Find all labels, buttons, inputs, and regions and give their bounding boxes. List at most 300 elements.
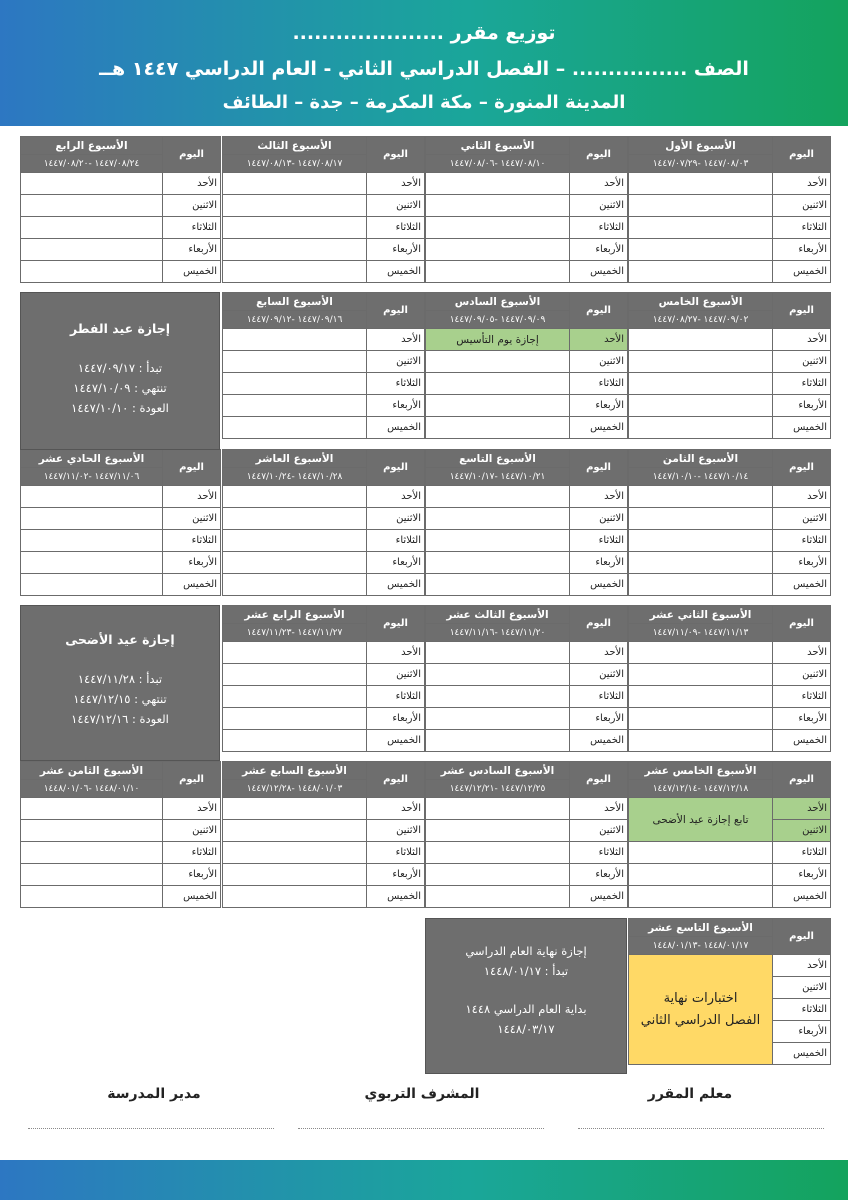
day-row [21,217,221,239]
day-label: الثلاثاء [163,842,221,864]
week-table [628,449,831,596]
lesson-cell[interactable] [629,329,773,351]
signature-line-principal [28,1128,274,1129]
lesson-cell[interactable] [223,173,367,195]
day-label: الثلاثاء [773,842,831,864]
day-row [223,642,425,664]
day-label: الاثنين [163,508,221,530]
week-title: الأسبوع الخامس عشر [629,762,773,780]
week-title: الأسبوع الثاني [426,137,570,155]
lesson-cell[interactable] [426,842,570,864]
day-label: الاثنين [773,820,831,842]
signature-teacher: معلم المقرر [647,1086,733,1102]
day-label: الثلاثاء [367,842,425,864]
day-column-header: اليوم [163,137,221,173]
day-label: الأحد [163,798,221,820]
day-row [426,373,628,395]
day-label: الثلاثاء [367,217,425,239]
day-row [629,864,831,886]
day-column-header: اليوم [773,137,831,173]
lesson-cell[interactable] [223,664,367,686]
day-row [426,886,628,908]
lesson-cell[interactable] [21,173,163,195]
lesson-cell[interactable] [629,552,773,574]
week-dates: ١٤٤٧/٠٩/١٦ -١٤٤٧/٠٩/١٢ [223,311,367,329]
lesson-cell[interactable] [223,730,367,752]
lesson-cell[interactable] [21,195,163,217]
week-title: الأسبوع الثالث [223,137,367,155]
day-column-header: اليوم [163,450,221,486]
week-title: الأسبوع التاسع [426,450,570,468]
lesson-cell[interactable] [21,864,163,886]
day-label: الاثنين [570,820,628,842]
day-column-header: اليوم [367,762,425,798]
day-row [629,708,831,730]
day-label: الأربعاء [773,395,831,417]
week-title: الأسبوع التاسع عشر [629,919,773,937]
day-label: الثلاثاء [367,373,425,395]
day-column-header: اليوم [773,450,831,486]
day-label: الثلاثاء [570,373,628,395]
day-row [629,173,831,195]
week-dates: ١٤٤٧/١٢/١٨ -١٤٤٧/١٢/١٤ [629,780,773,798]
day-label: الأحد [570,173,628,195]
lesson-cell[interactable] [21,530,163,552]
lesson-cell[interactable] [426,195,570,217]
week-dates: ١٤٤٨/٠١/١٠ -١٤٤٨/٠١/٠٦ [21,780,163,798]
week-title: الأسبوع السابع عشر [223,762,367,780]
lesson-cell[interactable] [629,351,773,373]
week-title: الأسبوع السابع [223,293,367,311]
day-label: الأربعاء [773,864,831,886]
page-header [0,0,848,126]
day-row [426,417,628,439]
lesson-cell[interactable] [223,530,367,552]
lesson-cell[interactable] [223,508,367,530]
lesson-cell[interactable] [426,864,570,886]
day-label: الاثنين [367,351,425,373]
lesson-cell[interactable] [629,373,773,395]
day-label: الأحد [367,173,425,195]
lesson-cell[interactable] [21,842,163,864]
day-row [426,686,628,708]
day-label: الخميس [773,1043,831,1065]
day-label: الاثنين [367,820,425,842]
day-row [223,351,425,373]
day-label: الخميس [367,261,425,283]
day-label: الأربعاء [570,239,628,261]
day-row [223,886,425,908]
day-row [223,195,425,217]
week-table [222,761,425,908]
day-row [223,508,425,530]
lesson-cell[interactable] [223,217,367,239]
day-label: الأحد [163,173,221,195]
week-table [628,605,831,752]
day-row [426,329,628,351]
week-table [628,292,831,439]
lesson-cell[interactable] [223,798,367,820]
week-title: الأسبوع الرابع عشر [223,606,367,624]
week-table [425,605,628,752]
eid-adha-box [20,605,220,761]
header-cities-line: المدينة المنورة – مكة المكرمة – جدة – الطائف [222,92,626,113]
day-row [426,261,628,283]
day-label: الأحد [773,486,831,508]
week-title: الأسبوع السادس عشر [426,762,570,780]
day-label: الأحد [570,329,628,351]
day-row [223,864,425,886]
day-label: الأحد [570,798,628,820]
lesson-cell[interactable] [426,552,570,574]
day-row [223,820,425,842]
week-title: الأسبوع الخامس [629,293,773,311]
week-title: الأسبوع الثامن عشر [21,762,163,780]
lesson-cell[interactable] [426,395,570,417]
day-label: الأربعاء [163,239,221,261]
day-row [426,351,628,373]
lesson-cell[interactable] [629,642,773,664]
week-table [425,292,628,439]
week-dates: ١٤٤٧/١٠/٢١ -١٤٤٧/١٠/١٧ [426,468,570,486]
day-label: الثلاثاء [570,686,628,708]
day-row [426,239,628,261]
day-label: الاثنين [367,195,425,217]
day-row [223,417,425,439]
lesson-cell[interactable] [21,508,163,530]
day-row [223,239,425,261]
day-row [629,730,831,752]
day-row [426,217,628,239]
day-label: الأربعاء [773,1021,831,1043]
day-row [629,239,831,261]
day-column-header: اليوم [773,762,831,798]
day-label: الأربعاء [570,552,628,574]
day-label: الاثنين [773,195,831,217]
day-row [223,261,425,283]
lesson-cell[interactable] [223,686,367,708]
day-label: الأحد [570,642,628,664]
day-column-header: اليوم [570,137,628,173]
day-label: الأربعاء [570,708,628,730]
day-label: الثلاثاء [773,530,831,552]
day-label: الأحد [570,486,628,508]
day-column-header: اليوم [570,606,628,642]
day-label: الخميس [773,417,831,439]
lesson-cell[interactable] [629,730,773,752]
lesson-cell[interactable] [629,664,773,686]
day-row [426,730,628,752]
lesson-cell[interactable] [629,508,773,530]
day-row [629,508,831,530]
week-dates: ١٤٤٧/١١/٠٦ -١٤٤٧/١١/٠٢ [21,468,163,486]
lesson-cell[interactable] [426,664,570,686]
lesson-cell[interactable] [21,574,163,596]
signature-line-teacher [578,1128,824,1129]
day-row [629,217,831,239]
day-label: الأربعاء [367,239,425,261]
day-row [629,664,831,686]
day-row [223,574,425,596]
week-title: الأسبوع الرابع [21,137,163,155]
lesson-cell[interactable] [223,239,367,261]
day-label: الاثنين [773,977,831,999]
lesson-cell[interactable] [426,530,570,552]
lesson-cell[interactable] [629,708,773,730]
day-label: الاثنين [163,820,221,842]
lesson-cell[interactable] [223,886,367,908]
week-title: الأسبوع العاشر [223,450,367,468]
day-column-header: اليوم [367,137,425,173]
week-dates: ١٤٤٧/٠٨/٠٣ -١٤٤٧/٠٧/٢٩ [629,155,773,173]
lesson-cell[interactable] [223,195,367,217]
day-row [21,261,221,283]
day-row [426,820,628,842]
day-label: الأربعاء [570,395,628,417]
day-row [223,686,425,708]
lesson-cell[interactable] [629,864,773,886]
day-label: الخميس [570,730,628,752]
day-label: الأربعاء [367,708,425,730]
day-row [21,820,221,842]
lesson-cell[interactable] [629,239,773,261]
day-row [223,842,425,864]
day-row [21,552,221,574]
day-row [223,395,425,417]
day-row [223,373,425,395]
lesson-cell[interactable] [223,842,367,864]
lesson-cell[interactable] [426,820,570,842]
day-label: الثلاثاء [773,373,831,395]
week-table [425,136,628,283]
day-row [21,508,221,530]
day-label: الخميس [367,730,425,752]
lesson-cell[interactable] [629,195,773,217]
week-title: الأسبوع السادس [426,293,570,311]
final-exams-block [629,955,773,1065]
day-label: الخميس [163,574,221,596]
eid-adha-start: تبدأ : ١٤٤٧/١١/٢٨ [77,672,163,686]
lesson-cell[interactable] [223,486,367,508]
day-column-header: اليوم [773,919,831,955]
lesson-cell[interactable] [426,261,570,283]
day-label: الأحد [163,486,221,508]
week-table [20,449,221,596]
lesson-cell[interactable] [629,686,773,708]
week-dates: ١٤٤٧/١١/٢٧ -١٤٤٧/١١/٢٣ [223,624,367,642]
week-table [628,761,831,908]
founding-day-holiday: إجازة يوم التأسيس [426,329,570,351]
week-table [222,136,425,283]
eid-fitr-box [20,292,220,450]
lesson-cell[interactable] [426,686,570,708]
week-dates: ١٤٤٧/١١/٢٠ -١٤٤٧/١١/١٦ [426,624,570,642]
day-row [426,508,628,530]
lesson-cell[interactable] [426,173,570,195]
day-label: الخميس [570,261,628,283]
day-row [629,842,831,864]
day-row [223,708,425,730]
lesson-cell[interactable] [21,820,163,842]
lesson-cell[interactable] [21,552,163,574]
day-row [629,329,831,351]
day-label: الثلاثاء [367,530,425,552]
day-row [629,195,831,217]
day-row [21,842,221,864]
day-label: الاثنين [773,351,831,373]
day-column-header: اليوم [163,762,221,798]
lesson-cell[interactable] [629,886,773,908]
lesson-cell[interactable] [223,329,367,351]
lesson-cell[interactable] [426,373,570,395]
lesson-cell[interactable] [223,552,367,574]
day-label: الأربعاء [773,708,831,730]
final-exams-line2: الفصل الدراسي الثاني [640,1012,761,1028]
lesson-cell[interactable] [426,574,570,596]
lesson-cell[interactable] [21,239,163,261]
day-row [629,886,831,908]
lesson-cell[interactable] [426,508,570,530]
day-row [426,708,628,730]
lesson-cell[interactable] [223,417,367,439]
day-row [426,642,628,664]
day-label: الأحد [367,329,425,351]
day-label: الاثنين [570,351,628,373]
day-label: الأربعاء [773,239,831,261]
day-row [21,864,221,886]
day-column-header: اليوم [570,450,628,486]
lesson-cell[interactable] [426,708,570,730]
week-dates: ١٤٤٧/١٠/١٤ -١٤٤٧/١٠/١٠ [629,468,773,486]
lesson-cell[interactable] [426,798,570,820]
day-label: الخميس [367,417,425,439]
day-label: الاثنين [570,508,628,530]
lesson-cell[interactable] [223,708,367,730]
lesson-cell[interactable] [426,217,570,239]
lesson-cell[interactable] [629,173,773,195]
final-exams-line1: اختبارات نهاية [663,990,738,1006]
lesson-cell[interactable] [629,842,773,864]
lesson-cell[interactable] [629,395,773,417]
lesson-cell[interactable] [223,373,367,395]
lesson-cell[interactable] [629,574,773,596]
year-end-start: تبدأ : ١٤٤٨/٠١/١٧ [483,964,569,978]
lesson-cell[interactable] [629,261,773,283]
lesson-cell[interactable] [629,417,773,439]
eid-fitr-title: إجازة عيد الفطر [69,321,171,336]
day-row [629,574,831,596]
week-table [20,761,221,908]
lesson-cell[interactable] [223,351,367,373]
day-label: الثلاثاء [367,686,425,708]
day-row [629,417,831,439]
day-label: الخميس [367,886,425,908]
day-label: الاثنين [570,195,628,217]
lesson-cell[interactable] [223,864,367,886]
day-row [426,798,628,820]
day-label: الأحد [773,798,831,820]
signature-principal: مدير المدرسة [107,1086,201,1102]
lesson-cell[interactable] [629,217,773,239]
lesson-cell[interactable] [426,239,570,261]
day-row [426,552,628,574]
week-table [425,761,628,908]
day-row [223,173,425,195]
week-dates: ١٤٤٨/٠١/١٧ -١٤٤٨/٠١/١٣ [629,937,773,955]
day-row [629,351,831,373]
lesson-cell[interactable] [21,886,163,908]
day-label: الأحد [773,955,831,977]
day-row [21,486,221,508]
lesson-cell[interactable] [629,530,773,552]
day-row [21,173,221,195]
day-row [21,530,221,552]
week-title: الأسبوع الثاني عشر [629,606,773,624]
lesson-cell[interactable] [426,417,570,439]
year-end-title: إجازة نهاية العام الدراسي [465,944,587,958]
day-row [223,798,425,820]
day-row [426,195,628,217]
day-row [426,486,628,508]
day-row [629,686,831,708]
next-year-label: بداية العام الدراسي ١٤٤٨ [465,1002,587,1016]
lesson-cell[interactable] [426,886,570,908]
lesson-cell[interactable] [21,261,163,283]
day-label: الخميس [570,574,628,596]
day-label: الأربعاء [773,552,831,574]
lesson-cell[interactable] [629,486,773,508]
lesson-cell[interactable] [21,217,163,239]
day-column-header: اليوم [773,606,831,642]
day-label: الخميس [773,886,831,908]
lesson-cell[interactable] [426,486,570,508]
day-row [629,395,831,417]
day-label: الثلاثاء [773,686,831,708]
week-table [628,136,831,283]
day-label: الثلاثاء [570,530,628,552]
lesson-cell[interactable] [426,642,570,664]
day-row [223,486,425,508]
eid-adha-return: العودة : ١٤٤٧/١٢/١٦ [71,712,169,726]
day-row [223,530,425,552]
day-label: الثلاثاء [773,217,831,239]
day-row [629,373,831,395]
day-row [21,574,221,596]
day-row [629,798,831,820]
lesson-cell[interactable] [223,395,367,417]
eid-fitr-start: تبدأ : ١٤٤٧/٠٩/١٧ [77,361,163,375]
day-row [629,642,831,664]
day-label: الخميس [773,730,831,752]
day-row [629,955,831,977]
day-column-header: اليوم [570,762,628,798]
eid-adha-end: تنتهي : ١٤٤٧/١٢/١٥ [73,692,167,706]
lesson-cell[interactable] [223,574,367,596]
day-row [629,552,831,574]
lesson-cell[interactable] [223,642,367,664]
lesson-cell[interactable] [21,798,163,820]
lesson-cell[interactable] [21,486,163,508]
day-row [629,261,831,283]
lesson-cell[interactable] [223,820,367,842]
day-label: الأحد [773,329,831,351]
week-table [20,136,221,283]
lesson-cell[interactable] [426,351,570,373]
lesson-cell[interactable] [426,730,570,752]
day-label: الخميس [163,886,221,908]
lesson-cell[interactable] [223,261,367,283]
week-title: الأسبوع الثامن [629,450,773,468]
